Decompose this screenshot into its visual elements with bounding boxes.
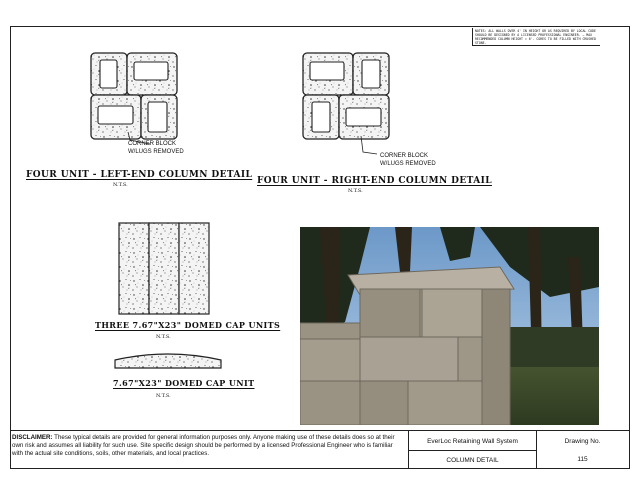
cap-unit: [149, 223, 179, 314]
three-cap-units-plan: [118, 222, 210, 315]
core-void: [312, 102, 330, 132]
left-end-scale: N.T.S.: [113, 182, 128, 188]
three-cap-title: THREE 7.67"X23" DOMED CAP UNITS: [95, 320, 281, 330]
right-end-detail-title: FOUR UNIT - RIGHT-END COLUMN DETAIL: [257, 176, 492, 186]
single-cap-title: 7.67"X23" DOMED CAP UNIT: [113, 378, 255, 388]
company-name: EverLoc Retaining Wall System: [427, 438, 518, 445]
cap-unit: [119, 223, 149, 314]
left-callout-text: CORNER BLOCK W/LUGS REMOVED: [128, 141, 184, 155]
core-void: [134, 62, 168, 80]
disclaimer: DISCLAIMER: These typical details are provided for general information purposes only. Anyone making use of these details does so at their own risk and assumes all liability for such use. Site specific design should be performed by a licensed Professional Engineer who is familiar with the actual site conditions, soils, other materials, and local practices.: [12, 434, 395, 458]
sheet-title: COLUMN DETAIL: [446, 456, 499, 464]
general-notes: NOTES: ALL WALLS OVER 4' IN HEIGHT OR AS REQUIRED BY LOCAL CODE SHOULD BE DESIGNED BY A LICENSED PROFESSIONAL ENGINEER. — MAX RECOMMENDED COLUMN HEIGHT = 6'. CORES TO BE FILLED WITH CRUSHED STONE.: [472, 28, 600, 46]
right-callout-text: CORNER BLOCK W/LUGS REMOVED: [380, 153, 436, 167]
core-void: [346, 108, 381, 126]
single-cap-scale: N.T.S.: [156, 393, 171, 399]
left-end-column-plan: [88, 50, 180, 142]
left-end-detail-title: FOUR UNIT - LEFT-END COLUMN DETAIL: [26, 170, 253, 180]
drawing-number: 115: [577, 455, 588, 463]
core-void: [148, 102, 167, 132]
three-cap-scale: N.T.S.: [156, 334, 171, 340]
title-block: [10, 430, 630, 469]
core-void: [98, 106, 133, 124]
core-void: [310, 62, 344, 80]
right-end-scale: N.T.S.: [348, 188, 363, 194]
right-end-column-plan: [300, 50, 392, 142]
cap-unit: [179, 223, 209, 314]
core-void: [100, 60, 117, 88]
column-photo: [300, 227, 599, 425]
core-void: [362, 60, 380, 88]
drawing-number-label: Drawing No.: [564, 438, 601, 445]
single-cap-elevation: [113, 350, 223, 370]
